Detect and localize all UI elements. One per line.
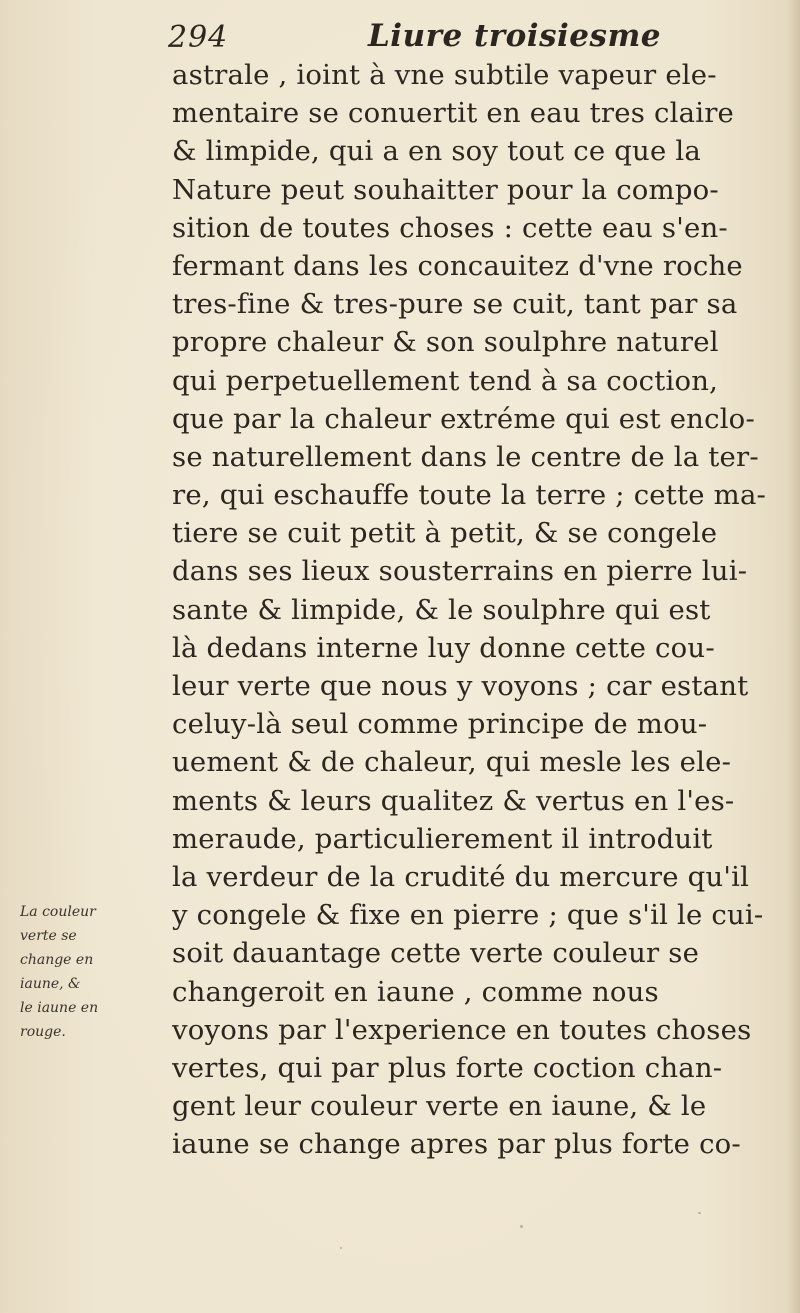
text-line: tiere se cuit petit à petit, & se congele xyxy=(172,517,718,550)
margin-note-line: le iaune en xyxy=(20,1000,99,1016)
paper-speck xyxy=(520,1225,523,1228)
text-line: vertes, qui par plus forte coction chan- xyxy=(172,1051,723,1084)
margin-note-line: verte se xyxy=(20,928,77,944)
text-line: tres-fine & tres-pure se cuit, tant par sa xyxy=(172,288,738,321)
body-text xyxy=(172,56,792,1163)
text-line: dans ses lieux sousterrains en pierre lui- xyxy=(172,555,748,588)
text-line: la verdeur de la crudité du mercure qu'il xyxy=(172,860,750,893)
text-line: iaune se change apres par plus forte co- xyxy=(172,1128,741,1161)
text-line: astrale , ioint à vne subtile vapeur ele- xyxy=(172,59,717,91)
text-line: celuy-là seul comme principe de mou- xyxy=(172,708,708,741)
text-line: fermant dans les concauitez d'vne roche xyxy=(172,249,743,282)
text-line: re, qui eschauffe toute la terre ; cette ma- xyxy=(172,479,767,512)
text-line: là dedans interne luy donne cette cou- xyxy=(172,631,715,664)
paper-speck xyxy=(340,1247,342,1249)
margin-note-line: La couleur xyxy=(20,904,96,920)
text-line: sante & limpide, & le soulphre qui est xyxy=(172,593,711,626)
text-line: uement & de chaleur, qui mesle les ele- xyxy=(172,746,732,779)
text-line: que par la chaleur extréme qui est enclo- xyxy=(172,402,755,435)
margin-note-line: change en xyxy=(20,952,94,968)
page-number: 294 xyxy=(168,20,229,55)
text-line: y congele & fixe en pierre ; que s'il le cui- xyxy=(172,899,764,932)
text-line: ments & leurs qualitez & vertus en l'es- xyxy=(172,784,735,817)
text-line: mentaire se conuertit en eau tres claire xyxy=(172,97,735,130)
text-line: sition de toutes choses : cette eau s'en- xyxy=(172,211,728,244)
text-line: leur verte que nous y voyons ; car estant xyxy=(172,670,749,702)
margin-note xyxy=(20,900,165,1044)
text-line: soit dauantage cette verte couleur se xyxy=(172,937,700,970)
text-line: qui perpetuellement tend à sa coction, xyxy=(172,364,719,397)
margin-note-line: iaune, & xyxy=(20,976,81,992)
text-line: meraude, particulierement il introduit xyxy=(172,822,713,855)
text-line: se naturellement dans le centre de la ter- xyxy=(172,440,759,473)
text-line: voyons par l'experience en toutes choses xyxy=(172,1013,752,1046)
paper-speck xyxy=(698,1212,701,1214)
text-line: Nature peut souhaitter pour la compo- xyxy=(172,173,719,206)
text-line: changeroit en iaune , comme nous xyxy=(172,975,659,1008)
text-line: propre chaleur & son soulphre naturel xyxy=(172,326,719,359)
text-line: gent leur couleur verte en iaune, & le xyxy=(172,1090,707,1123)
text-line: & limpide, qui a en soy tout ce que la xyxy=(172,135,701,168)
running-title: Liure troisiesme xyxy=(368,18,661,54)
margin-note-line: rouge. xyxy=(20,1024,66,1040)
